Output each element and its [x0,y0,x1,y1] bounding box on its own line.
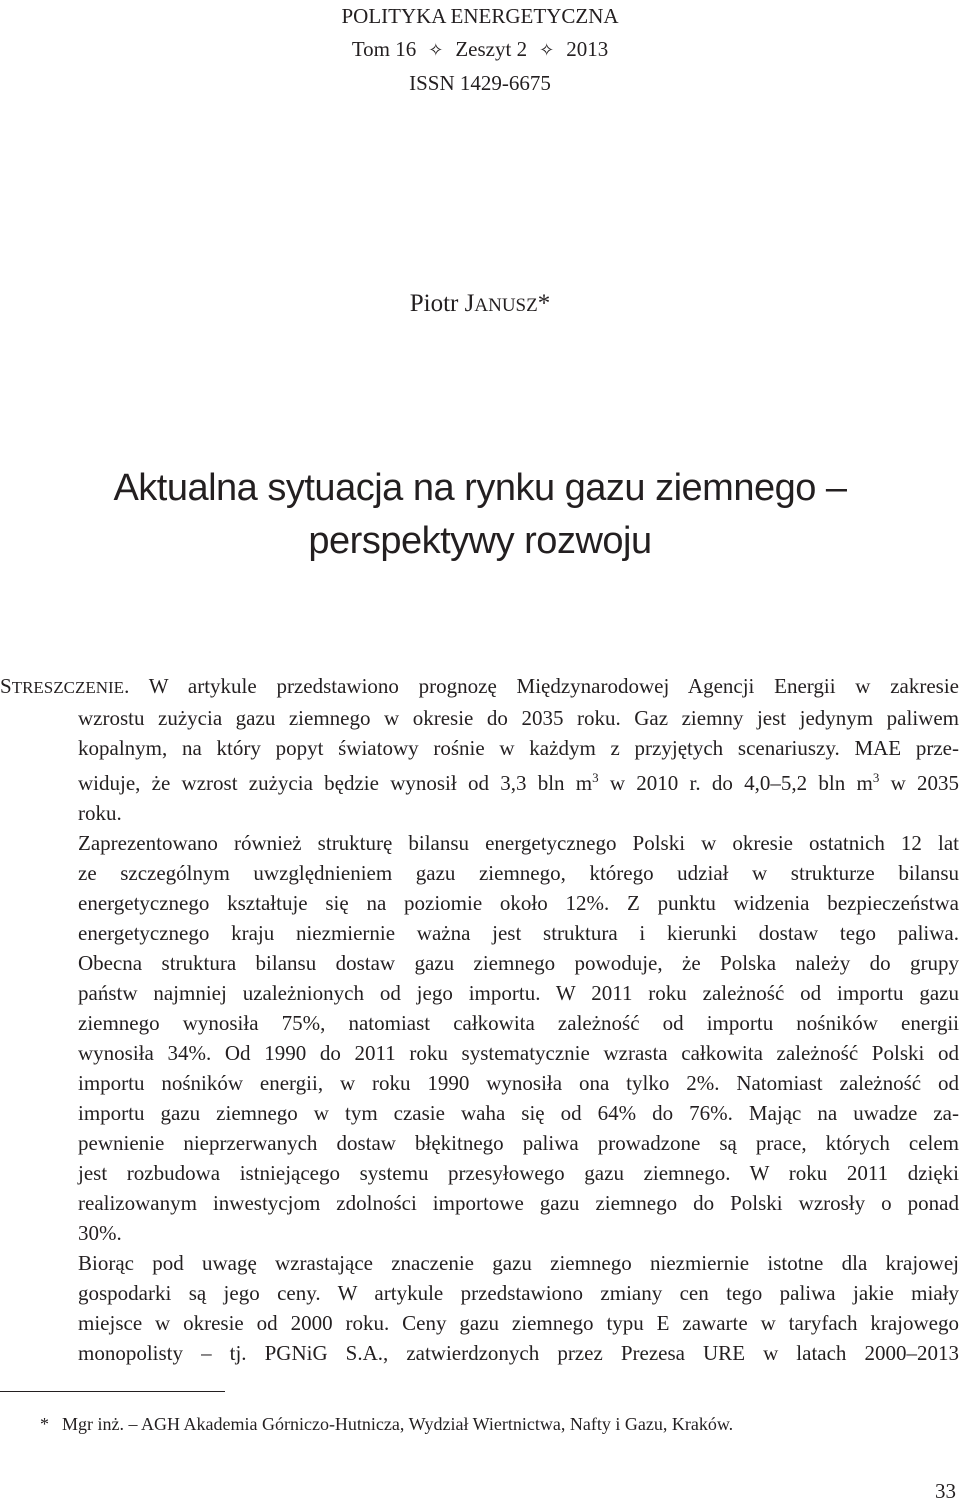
abstract-label-initial: S [0,674,12,698]
abstract-line: państw najmniej uzależnionych od jego importu. W 2011 roku zależność od importu gazu [78,981,959,1005]
star-separator-icon: ✧ [428,40,444,61]
abstract-paragraph-1 [0,671,960,828]
abstract-line: ziemnego wynosiła 75%, natomiast całkowita zależność od importu nośników energii [78,1011,959,1035]
abstract-line-text: w 2010 r. do 4,0–5,2 bln m [598,771,873,795]
abstract-line: jest rozbudowa istniejącego systemu przesyłowego gazu ziemnego. W roku 2011 dzięki [78,1161,959,1185]
footnote [40,1414,733,1435]
abstract-line: 30%. [78,1221,122,1245]
journal-name: POLITYKA ENERGETYCZNA [341,4,619,28]
abstract-line-text: widuje, że wzrost zużycia będzie wynosił od 3,3 bln m [78,771,593,795]
superscript-cubic: 3 [872,770,880,785]
abstract-line: ze szczególnym uwzględnieniem gazu ziemnego, którego udział w strukturze bilansu [78,861,959,885]
footnote-divider [0,1391,225,1392]
abstract-line: wzrostu zużycia gazu ziemnego w okresie do 2035 roku. Gaz ziemny jest jedynym paliwem [78,706,959,730]
article-author [0,290,960,318]
abstract-line-text: W artykule przedstawiono prognozę Międzynarodowej Agencji Energii w zakresie [148,674,959,698]
article-title [0,462,960,568]
author-footnote-marker: * [537,290,551,317]
page-number: 33 [935,1479,956,1503]
abstract-label-dot: . [124,674,149,698]
abstract-line: energetycznego kraju niezmiernie ważna jest struktura i kierunki dostaw tego paliwa. [78,921,959,945]
journal-year: 2013 [566,37,609,61]
abstract-paragraph-2 [78,828,960,1248]
abstract-line: gospodarki są jego ceny. W artykule przedstawiono zmiany cen tego paliwa jakie miały [78,1281,959,1305]
abstract-line: kopalnym, na który popyt światowy rośnie w każdym z przyjętych scenariuszy. MAE prze- [78,736,959,760]
abstract-line: monopolisty – tj. PGNiG S.A., zatwierdzonych przez Prezesa URE w latach 2000–2013 [78,1341,959,1365]
author-last-name-smallcaps: ANUSZ [474,295,538,316]
abstract-line: miejsce w okresie od 2000 roku. Ceny gazu ziemnego typu E zawarte w taryfach krajowego [78,1311,959,1335]
abstract-line: importu gazu ziemnego w tym czasie waha się od 64% do 76%. Mając na uwadze za- [78,1101,959,1125]
author-first-name: Piotr [409,290,465,317]
journal-issue: Zeszyt 2 [455,37,528,61]
abstract-line: importu nośników energii, w roku 1990 wynosiła ona tylko 2%. Natomiast zależność od [78,1071,959,1095]
journal-issue-line [0,33,960,67]
abstract-line: Zaprezentowano również strukturę bilansu energetycznego Polski w okresie ostatnich 12 lat [78,831,959,855]
superscript-cubic: 3 [592,770,599,785]
abstract-line: realizowanym inwestycjom zdolności importowe gazu ziemnego do Polski wzrosły o ponad [78,1191,959,1215]
abstract-line: roku. [78,801,122,825]
abstract-line [0,671,959,703]
abstract-line: Biorąc pod uwagę wzrastające znaczenie gazu ziemnego niezmiernie istotne dla krajowej [78,1251,959,1275]
journal-header [0,0,960,100]
abstract-label-smallcaps: TRESZCZENIE [11,678,125,697]
author-last-name-initial: J [464,290,475,317]
journal-issn: ISSN 1429-6675 [409,71,551,95]
abstract-line-text: w 2035 [879,771,959,795]
journal-volume: Tom 16 [351,37,417,61]
abstract-line [78,763,959,798]
abstract [0,671,960,1368]
footnote-text: Mgr inż. – AGH Akademia Górniczo-Hutnicza, Wydział Wiertnictwa, Nafty i Gazu, Kraków. [62,1414,734,1434]
abstract-line: Obecna struktura bilansu dostaw gazu ziemnego powoduje, że Polska należy do grupy [78,951,959,975]
star-separator-icon: ✧ [539,40,555,61]
article-title-line-2: perspektywy rozwoju [308,520,652,562]
abstract-line: wynosiła 34%. Od 1990 do 2011 roku systematycznie wzrasta całkowita zależność Polski od [78,1041,959,1065]
footnote-marker: * [40,1414,49,1434]
abstract-paragraph-3 [78,1248,960,1368]
abstract-line: energetycznego kształtuje się na poziomie około 12%. Z punktu widzenia bezpieczeństwa [78,891,959,915]
abstract-line: pewnienie nieprzerwanych dostaw błękitnego paliwa prowadzone są prace, których celem [78,1131,959,1155]
article-title-line-1: Aktualna sytuacja na rynku gazu ziemnego – [113,467,847,509]
abstract-label [0,674,149,698]
